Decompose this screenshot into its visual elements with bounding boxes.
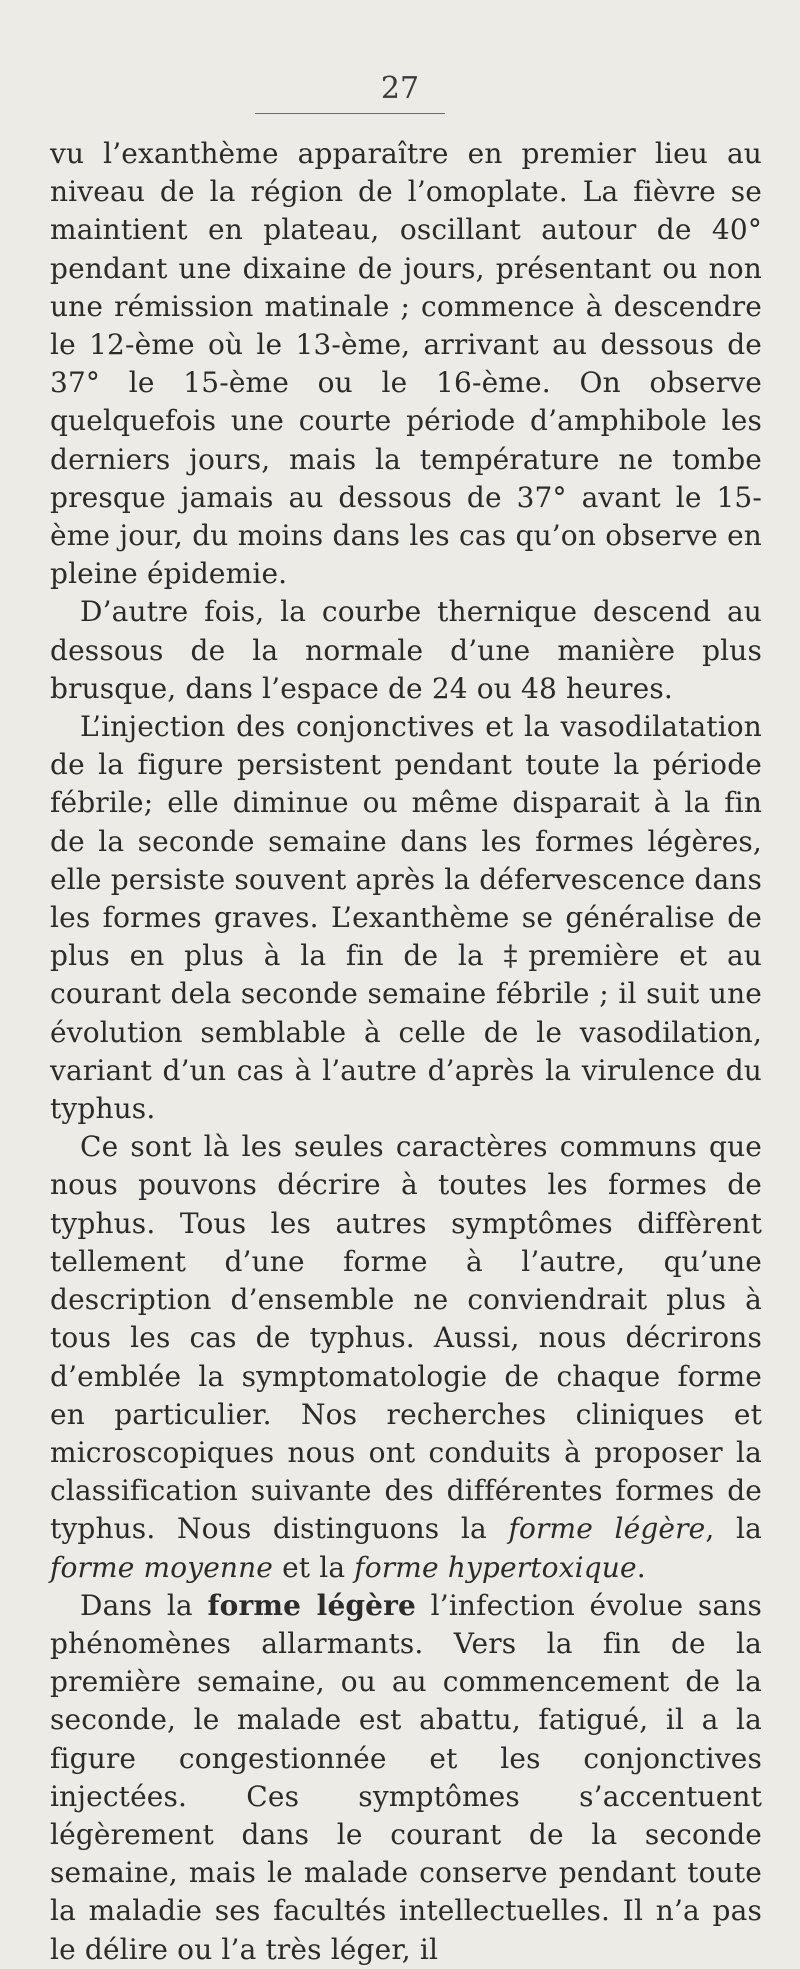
paragraph-5 bbox=[50, 1587, 762, 1969]
term-forme-moyenne: forme moyenne bbox=[50, 1550, 274, 1584]
paragraph-4-sep-1: , la bbox=[705, 1512, 762, 1546]
paragraph-5-text-after: l’infection évolue sans phénomènes allarmants. Vers la fin de la première semaine, ou au commencement de la seconde, le malade est abattu, fatigué, il a la figure congestionnée et les conjonctives injectées. Ces symptômes s’accentuent légèrement dans le courant de la seconde semaine, mais le malade conserve pendant toute la maladie ses facultés intellectuelles. Il n’a pas le délire ou l’a très léger, il bbox=[50, 1588, 763, 1966]
paragraph-2: D’autre fois, la courbe thernique descend au dessous de la normale d’une manière plus brusque, dans l’espace de 24 ou 48 heures. bbox=[50, 595, 762, 705]
page-number-rule bbox=[255, 113, 445, 114]
paragraph-1: vu l’exanthème apparaître en premier lieu au niveau de la région de l’omoplate. La fièvre se maintient en plateau, oscillant autour de 40° pendant une dixaine de jours, présentant ou non une rémission matinale ; commence à descendre le 12-ème où le 13-ème, arrivant au dessous de 37° le 15-ème ou le 16-ème. On observe quelquefois une courte période d’amphibole les derniers jours, mais la température ne tombe presque jamais au dessous de 37° avant le 15-ème jour, du moins dans les cas qu’on observe en pleine épidemie. bbox=[50, 137, 762, 591]
body-text bbox=[50, 135, 762, 1969]
term-forme-legere: forme légère bbox=[508, 1512, 706, 1546]
paragraph-4-sep-2: et la bbox=[273, 1550, 355, 1584]
paragraph-4-text-before: Ce sont là les seules caractères communs que nous pouvons décrire à toutes les formes de typhus. Tous les autres symptômes diffèrent tellement d’une forme à l’autre, qu’une description d’ensemble ne conviendrait plus à tous les cas de typhus. Aussi, nous décrirons d’emblée la symptomatologie de chaque forme en particulier. Nos recherches cliniques et microscopiques nous ont conduits à proposer la classification suivante des différentes formes de typhus. Nous distinguons la bbox=[50, 1130, 762, 1546]
paragraph-5-text-before: Dans la bbox=[80, 1588, 208, 1622]
paragraph-4 bbox=[50, 1128, 762, 1586]
page-number: 27 bbox=[380, 71, 420, 106]
paragraph-3: L’injection des conjonctives et la vasodilatation de la figure persistent pendant toute la période fébrile; elle diminue ou même disparait à la fin de la seconde semaine dans les formes légères, elle persiste souvent après la défervescence dans les formes graves. L’exanthème se généralise de plus en plus à la fin de la ‡première et au courant dela seconde semaine fébrile ; il suit une évolution semblable à celle de le vasodilation, variant d’un cas à l’autre d’après la virulence du typhus. bbox=[50, 710, 762, 1126]
paragraph-4-text-after: . bbox=[636, 1550, 646, 1584]
term-forme-hypertoxique: forme hypertoxique bbox=[354, 1550, 637, 1584]
heading-forme-legere: forme légère bbox=[207, 1588, 416, 1622]
